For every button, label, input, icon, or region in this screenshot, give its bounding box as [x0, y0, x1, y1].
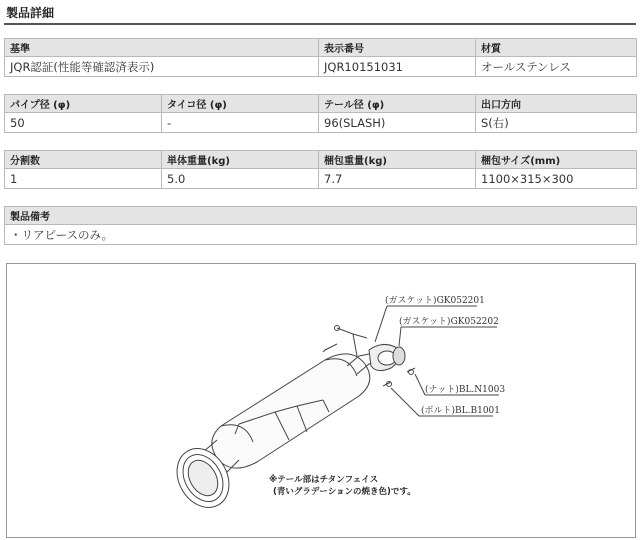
spec-table-dimensions	[4, 94, 637, 133]
parts-diagram	[6, 263, 636, 538]
gasket	[393, 347, 405, 365]
value-display-number: JQR10151031	[319, 57, 476, 77]
value-unit-weight: 5.0	[162, 169, 319, 189]
leader-gasket-2	[399, 327, 497, 346]
hanger-rod	[337, 328, 367, 356]
header-package-size: 梱包サイズ(mm)	[476, 151, 637, 169]
exhaust-illustration	[7, 264, 635, 537]
header-material: 材質	[476, 39, 637, 57]
header-standard: 基準	[5, 39, 319, 57]
title-divider	[4, 23, 636, 25]
header-piece-count: 分割数	[5, 151, 162, 169]
value-material: オールステンレス	[476, 57, 637, 77]
callout-bolt: (ボルト)BL.B1001	[421, 406, 500, 416]
value-package-size: 1100×315×300	[476, 169, 637, 189]
header-silencer-diameter: タイコ径 (φ)	[162, 95, 319, 113]
header-remarks: 製品備考	[5, 207, 637, 225]
value-pipe-diameter: 50	[5, 113, 162, 133]
callout-nut: (ナット)BL.N1003	[425, 385, 506, 395]
header-display-number: 表示番号	[319, 39, 476, 57]
callout-gasket-1: (ガスケット)GK052201	[385, 296, 485, 306]
callout-gasket-2: (ガスケット)GK052202	[399, 317, 499, 327]
page-title: 製品詳細	[6, 6, 55, 20]
header-pipe-diameter: パイプ径 (φ)	[5, 95, 162, 113]
header-package-weight: 梱包重量(kg)	[319, 151, 476, 169]
value-silencer-diameter: -	[162, 113, 319, 133]
header-tail-diameter: テール径 (φ)	[319, 95, 476, 113]
value-standard: JQR認証(性能等確認済表示)	[5, 57, 319, 77]
value-tail-diameter: 96(SLASH)	[319, 113, 476, 133]
spec-table-standard	[4, 38, 637, 77]
note-line-1: ※テール部はチタンフェイス	[269, 475, 379, 485]
header-exit-direction: 出口方向	[476, 95, 637, 113]
value-exit-direction: S(右)	[476, 113, 637, 133]
bolt-left	[323, 344, 337, 352]
note-line-2: (青いグラデーションの焼き色)です。	[273, 487, 416, 497]
value-remarks: ・リアピースのみ。	[5, 225, 637, 245]
value-piece-count: 1	[5, 169, 162, 189]
spec-table-weights	[4, 150, 637, 189]
nut-right	[383, 368, 415, 386]
value-package-weight: 7.7	[319, 169, 476, 189]
muffler-body	[212, 354, 370, 468]
spec-table-remarks	[4, 206, 637, 245]
header-unit-weight: 単体重量(kg)	[162, 151, 319, 169]
